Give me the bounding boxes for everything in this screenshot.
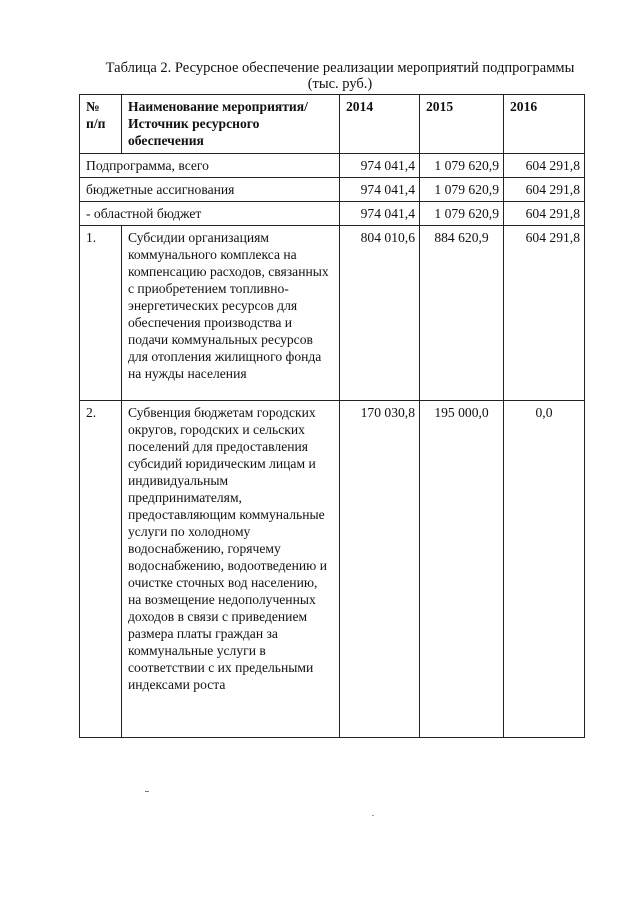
item-row-1 <box>80 226 585 401</box>
table-caption-title: Таблица 2. Ресурсное обеспечение реализации мероприятий подпрограммы <box>105 60 575 76</box>
value-2015: 1 079 620,9 <box>420 154 504 178</box>
resource-table <box>79 94 585 738</box>
value-2016: 604 291,8 <box>504 202 585 226</box>
value-2015: 884 620,9 <box>420 226 504 401</box>
table-caption-units: (тыс. руб.) <box>307 76 373 92</box>
summary-label: бюджетные ассигнования <box>80 178 340 202</box>
value-2014: 170 030,8 <box>340 401 420 738</box>
summary-row-regional <box>80 202 585 226</box>
header-2016: 2016 <box>504 95 585 154</box>
scan-mark <box>145 791 149 792</box>
value-2014: 974 041,4 <box>340 178 420 202</box>
item-name: Субсидии организациям коммунального комплекса на компенсацию расходов, связанных с приобретением топливно-энергетических ресурсов для обеспечения производства и подачи коммунальных ресурсов для отопления жилищного фонда на нужды населения <box>122 226 340 401</box>
value-2016: 604 291,8 <box>504 178 585 202</box>
value-2015: 1 079 620,9 <box>420 202 504 226</box>
value-2014: 974 041,4 <box>340 154 420 178</box>
item-num: 2. <box>80 401 122 738</box>
value-2016: 604 291,8 <box>504 226 585 401</box>
header-2014: 2014 <box>340 95 420 154</box>
item-name: Субвенция бюджетам городских округов, городских и сельских поселений для предоставления субсидий юридическим лицам и индивидуальным предпринимателям, предоставляющим коммунальные услуги по холодному водоснабжению, горячему водоснабжению, водоотведению и очистке сточных вод населению, на возмещение недополученных доходов в связи с приведением размера платы граждан за коммунальные услуги в соответствии с их предельными индексами роста <box>122 401 340 738</box>
table-caption <box>80 60 600 92</box>
header-name: Наименование мероприятия/ Источник ресурсного обеспечения <box>122 95 340 154</box>
value-2016: 604 291,8 <box>504 154 585 178</box>
summary-label: Подпрограмма, всего <box>80 154 340 178</box>
summary-row-total <box>80 154 585 178</box>
scan-dot <box>372 815 374 816</box>
value-2015: 195 000,0 <box>420 401 504 738</box>
header-row <box>80 95 585 154</box>
header-num: № п/п <box>80 95 122 154</box>
value-2015: 1 079 620,9 <box>420 178 504 202</box>
value-2014: 974 041,4 <box>340 202 420 226</box>
value-2016: 0,0 <box>504 401 585 738</box>
summary-row-budget <box>80 178 585 202</box>
item-num: 1. <box>80 226 122 401</box>
header-2015: 2015 <box>420 95 504 154</box>
value-2014: 804 010,6 <box>340 226 420 401</box>
summary-label: - областной бюджет <box>80 202 340 226</box>
item-row-2 <box>80 401 585 738</box>
